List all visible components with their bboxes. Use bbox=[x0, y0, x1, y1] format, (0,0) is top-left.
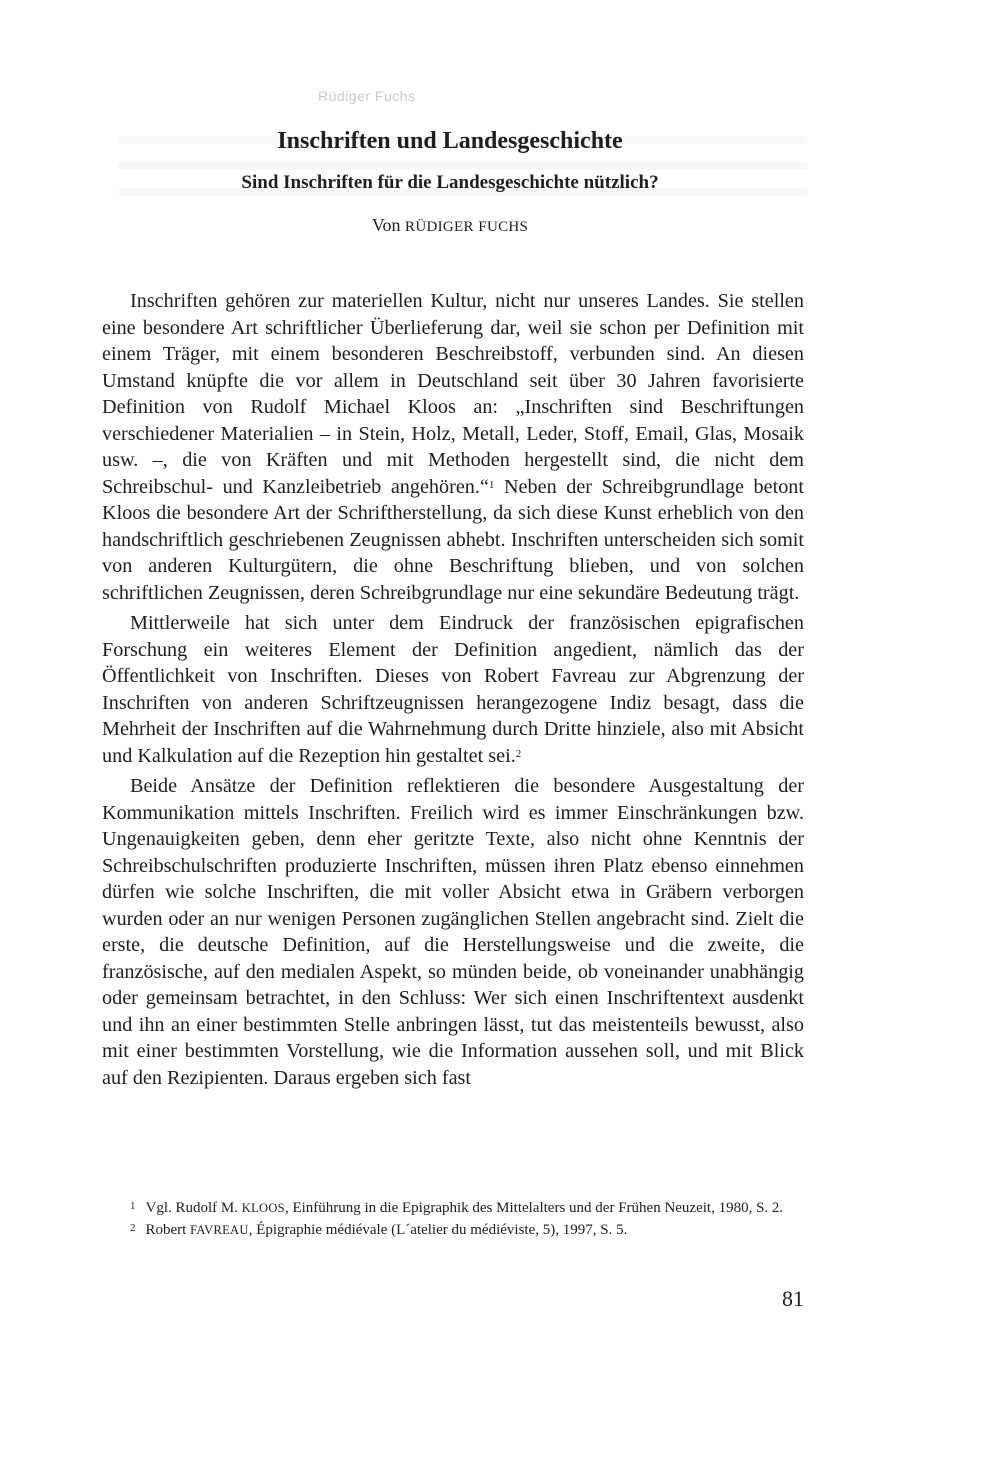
footnote-text: Robert bbox=[145, 1222, 191, 1238]
article-title: Inschriften und Landesgeschichte bbox=[277, 128, 623, 154]
running-head-bleed-through: Rüdiger Fuchs bbox=[318, 88, 416, 104]
paragraph-text: Inschriften gehören zur materiellen Kultur, nicht nur unseres Landes. Sie stellen eine besondere Art schriftlicher Überlieferung dar, weil sie schon per Definition mit einem Träger, mit einem besonderen Beschreibstoff, verbunden sind. An diesen Umstand knüpfte die vor allem in Deutschland seit über 30 Jahren favorisierte Definition von Rudolf Michael Kloos an: „Inschriften sind Beschriftungen verschiedener Materialien – in Stein, Holz, Metall, Leder, Stoff, Email, Glas, Mosaik usw. –, die von Kräften und mit Methoden hergestellt sind, die nicht dem Schreibschul- und Kanzleibetrieb angehören.“ bbox=[102, 290, 804, 498]
footnote-number: 2 bbox=[130, 1222, 136, 1234]
footnote-number: 1 bbox=[130, 1200, 136, 1212]
footnote-reference[interactable]: 1 bbox=[488, 478, 495, 491]
footnote bbox=[102, 1196, 804, 1218]
footnotes bbox=[102, 1196, 804, 1240]
paragraph bbox=[102, 610, 804, 769]
bleed-through-line bbox=[118, 162, 808, 170]
article-body bbox=[102, 288, 804, 1095]
article-author bbox=[0, 215, 900, 236]
author-name: RÜDIGER bbox=[405, 219, 474, 235]
author-surname: FUCHS bbox=[478, 219, 529, 235]
paragraph bbox=[102, 773, 804, 1091]
author-prefix: Von bbox=[371, 215, 401, 235]
footnote-text: Vgl. Rudolf M. bbox=[145, 1200, 242, 1216]
footnote-author: KLOOS bbox=[241, 1201, 285, 1215]
footnote bbox=[102, 1218, 804, 1240]
footnote-reference[interactable]: 2 bbox=[515, 747, 522, 760]
footnote-author: FAVREAU bbox=[190, 1223, 249, 1237]
footnote-text: , Épigraphie médiévale (L´atelier du médiéviste, 5), 1997, S. 5. bbox=[248, 1222, 628, 1238]
paragraph-text: Beide Ansätze der Definition reflektieren die besondere Ausgestaltung der Kommunikation mittels Inschriften. Freilich wird es immer Einschränkungen bzw. Ungenauigkeiten geben, denn eher geritzte Texte, also nicht ohne Kenntnis der Schreibschulschriften produzierte Inschriften, müssen ihren Platz ebenso einnehmen dürfen wie solche Inschriften, die mit voller Absicht etwa in Gräbern verborgen wurden oder an nur wenigen Personen zugänglichen Stellen angebracht sind. Zielt die erste, die deutsche Definition, auf die Herstellungsweise und die zweite, die französische, auf den medialen Aspekt, so münden beide, ob voneinander unabhängig oder gemeinsam betrachtet, in den Schluss: Wer sich einen Inschriftentext ausdenkt und ihn an einer bestimmten Stelle anbringen lässt, tut das meistenteils bewusst, also mit einer bestimmten Vorstellung, wie die Information aussehen soll, und mit Blick auf den Rezipienten. Daraus ergeben sich fast bbox=[102, 775, 804, 1089]
paragraph-text: Neben der Schreibgrundlage betont Kloos die besondere Art der Schriftherstellung, da sich diese Kunst erheblich von den handschriftlich geschriebenen Zeugnissen abhebt. Inschriften unterscheiden sich somit von anderen Kulturgütern, die ohne Beschriftung blieben, und von solchen schriftlichen Zeugnissen, deren Schreibgrundlage nur eine sekundäre Bedeutung trägt. bbox=[102, 475, 805, 604]
paragraph-text: Mittlerweile hat sich unter dem Eindruck der französischen epigrafischen Forschung ein weiteres Element der Definition angedient, nämlich das der Öffentlichkeit von Inschriften. Dieses von Robert Favreau zur Abgrenzung der Inschriften von anderen Schriftzeugnissen herangezogene Indiz besagt, dass die Mehrheit der Inschriften auf die Wahrnehmung durch Dritte hinziele, also mit Absicht und Kalkulation auf die Rezeption hin gestaltet sei. bbox=[102, 612, 804, 767]
paragraph bbox=[102, 288, 804, 606]
article-subtitle: Sind Inschriften für die Landesgeschichte nützlich? bbox=[241, 172, 659, 193]
page-number: 81 bbox=[782, 1286, 804, 1311]
footnote-text: , Einführung in die Epigraphik des Mittelalters und der Frühen Neuzeit, 1980, S. 2. bbox=[284, 1200, 784, 1216]
